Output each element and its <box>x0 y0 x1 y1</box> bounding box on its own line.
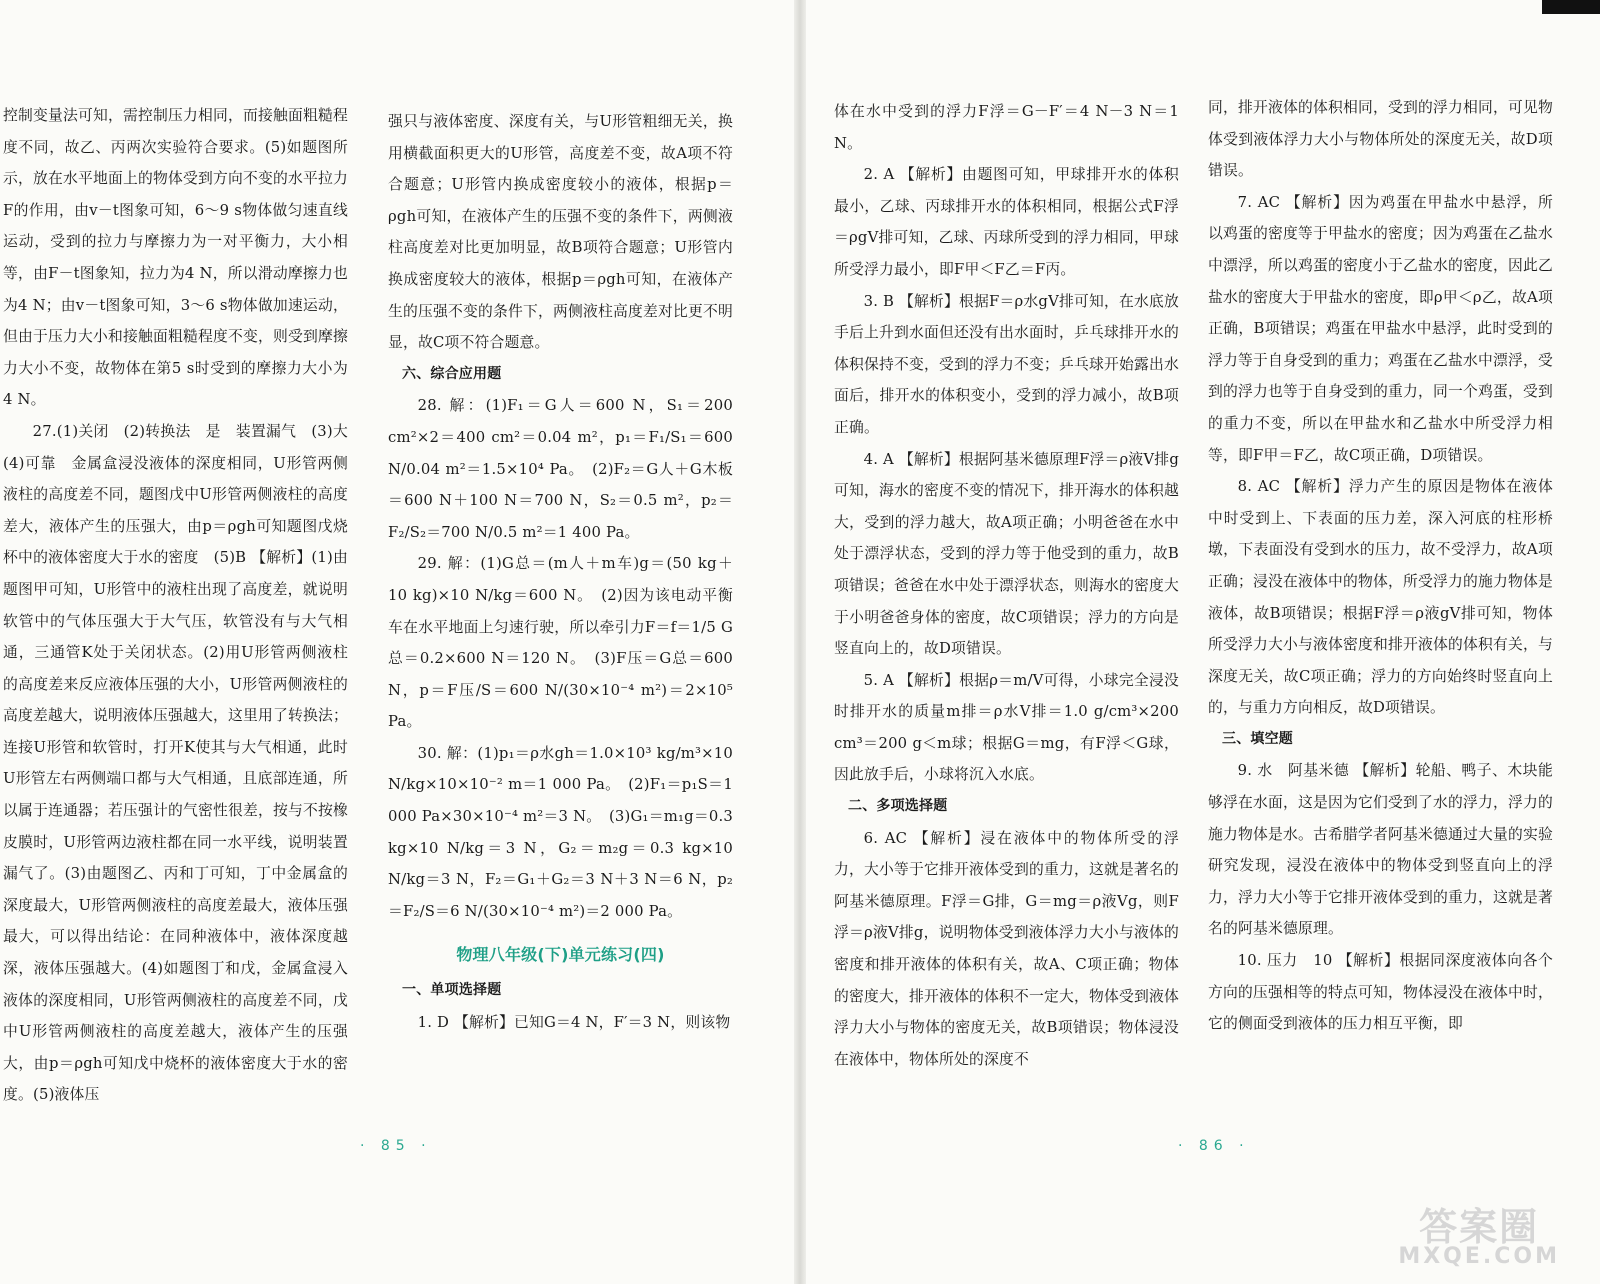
left-column-1 <box>3 100 363 1111</box>
paragraph: 体在水中受到的浮力F浮＝G－F′＝4 N－3 N＝1 N。 <box>834 103 1179 152</box>
page-number: · 86 · <box>1178 1138 1250 1154</box>
right-column-2 <box>1208 92 1553 1040</box>
answer-27: 27.(1)关闭 (2)转换法 是 装置漏气 (3)大 (4)可靠 金属盒浸没液体的深度相同，U形管两侧液柱的高度差不同，题图戊中U形管两侧液柱的高度差大，液体产生的压强大，由p＝ρgh可知题图戊烧杯中的液体密度大于水的密度 (5)B 【解析】(1)由题图甲可知，U形管中的液柱出现了高度差，就说明软管中的气体压强大于大气压，软管没有与大气相通，三通管K处于关闭状态。(2)用U形管两侧液柱的高度差来反应液体压强的大小，U形管两侧液柱的高度差越大，说明液体压强越大，这里用了转换法；连接U形管和软管时，打开K使其与大气相通，此时U形管左右两侧端口都与大气相通，且底部连通，所以属于连通器；若压强计的气密性很差，按与不按橡皮膜时，U形管两边液柱都在同一水平线，说明装置漏气了。(3)由题图乙、丙和丁可知，丁中金属盒的深度最大，U形管两侧液柱的高度差最大，液体压强最大，可以得出结论：在同种液体中，液体深度越深，液体压强越大。(4)如题图丁和戊，金属盒浸入液体的深度相同，U形管两侧液柱的高度差不同，戊中U形管两侧液柱的高度差越大，液体产生的压强大，由p＝ρgh可知戊中烧杯的液体密度大于水的密度。(5)液体压 <box>3 422 363 1104</box>
answer-5: 5. A 【解析】根据ρ＝m/V可得，小球完全浸没时排开水的质量m排＝ρ水V排＝1.0 g/cm³×200 cm³＝200 g＜m球；根据G＝mg，有F浮＜G球，因此放手后，小球将沉入水底。 <box>834 671 1179 784</box>
answer-30: 30. 解：(1)p₁＝ρ水gh＝1.0×10³ kg/m³×10 N/kg×10×10⁻² m＝1 000 Pa。 (2)F₁＝p₁S＝1 000 Pa×30×10⁻⁴ m²＝3 N。 (3)G₁＝m₁g＝0.3 kg×10 N/kg＝3 N，G₂＝m₂g＝0.3 kg×10 N/kg＝3 N，F₂＝G₁＋G₂＝3 N＋3 N＝6 N，p₂＝F₂/S＝6 N/(30×10⁻⁴ m²)＝2 000 Pa。 <box>388 744 733 920</box>
answer-8: 8. AC 【解析】浮力产生的原因是物体在液体中时受到上、下表面的压力差，深入河底的柱形桥墩，下表面没有受到水的压力，故不受浮力，故A项正确；浸没在液体中的物体，所受浮力的施力物体是液体，故B项错误；根据F浮＝ρ液gV排可知，物体所受浮力大小与液体密度和排开液体的体积有关，与深度无关，故C项正确；浮力的方向始终时竖直向上的，与重力方向相反，故D项错误。 <box>1208 478 1553 717</box>
scan-corner-mark <box>1542 0 1600 14</box>
answer-2: 2. A 【解析】由题图可知，甲球排开水的体积最小，乙球、丙球排开水的体积相同，根据公式F浮＝ρgV排可知，乙球、丙球所受到的浮力相同，甲球所受浮力最小，即F甲＜F乙＝F丙。 <box>834 166 1179 278</box>
answer-1: 1. D 【解析】已知G＝4 N，F′＝3 N，则该物 <box>417 1013 731 1031</box>
watermark-logo <box>1398 1205 1560 1269</box>
paragraph: 强只与液体密度、深度有关，与U形管粗细无关，换用横截面积更大的U形管，高度差不变，故A项不符合题意；U形管内换成密度较小的液体，根据p＝ρgh可知，在液体产生的压强不变的条件下，两侧液柱高度差对比更加明显，故B项符合题意；U形管内换成密度较大的液体，根据p＝ρgh可知，在液体产生的压强不变的条件下，两侧液柱高度差对比更不明显，故C项不符合题意。 <box>388 113 733 352</box>
paragraph: 同，排开液体的体积相同，受到的浮力相同，可见物体受到液体浮力大小与物体所处的深度无关，故D项错误。 <box>1208 99 1553 180</box>
paragraph: 控制变量法可知，需控制压力相同，而接触面粗糙程度不同，故乙、丙两次实验符合要求。(5)如题图所示，放在水平地面上的物体受到方向不变的水平拉力F的作用，由v－t图象可知，6～9 s物体做匀速直线运动，受到的拉力与摩擦力为一对平衡力，大小相等，由F－t图象知，拉力为4 N，所以滑动摩擦力也为4 N；由v－t图象可知，3～6 s物体做加速运动，但由于压力大小和接触面粗糙程度不变，则受到摩擦力大小不变，故物体在第5 s时受到的摩擦力大小为4 N。 <box>3 107 348 409</box>
answer-10: 10. 压力 10 【解析】根据同深度液体向各个方向的压强相等的特点可知，物体浸没在液体中时，它的侧面受到液体的压力相互平衡，即 <box>1208 952 1553 1033</box>
answer-4: 4. A 【解析】根据阿基米德原理F浮＝ρ液V排g可知，海水的密度不变的情况下，排开海水的体积越大，受到的浮力越大，故A项正确；小明爸爸在水中处于漂浮状态，受到的浮力等于他受到的重力，故B项错误；爸爸在水中处于漂浮状态，则海水的密度大于小明爸爸身体的密度，故C项错误；浮力的方向是竖直向上的，故D项错误。 <box>834 450 1179 658</box>
answer-9: 9. 水 阿基米德 【解析】轮船、鸭子、木块能够浮在水面，这是因为它们受到了水的浮力，浮力的施力物体是水。古希腊学者阿基米德通过大量的实验研究发现，浸没在液体中的物体受到竖直向上的浮力，浮力大小等于它排开液体受到的重力，这就是著名的阿基米德原理。 <box>1208 762 1553 938</box>
watermark-url: MXQE.COM <box>1398 1244 1560 1269</box>
section-heading: 三、填空题 <box>1222 730 1293 747</box>
right-page <box>800 0 1600 1284</box>
answer-28: 28. 解：(1)F₁＝G人＝600 N，S₁＝200 cm²×2＝400 cm²＝0.04 m²，p₁＝F₁/S₁＝600 N/0.04 m²＝1.5×10⁴ Pa。 (2)F₂＝G人＋G木板＝600 N＋100 N＝700 N，S₂＝0.5 m²，p₂＝F₂/S₂＝700 N/0.5 m²＝1 400 Pa。 <box>388 397 733 541</box>
answer-6: 6. AC 【解析】浸在液体中的物体所受的浮力，大小等于它排开液体受到的重力，这就是著名的阿基米德原理。F浮＝G排，G＝mg＝ρ液Vg，则F浮＝ρ液V排g，说明物体受到液体浮力大小与液体的密度和排开液体的体积有关，故A、C项正确；物体的密度大，排开液体的体积不一定大，物体受到液体浮力大小与物体的密度无关，故B项错误；物体浸没在液体中，物体所处的深度不 <box>834 829 1179 1068</box>
section-heading: 六、综合应用题 <box>402 365 502 382</box>
left-column-2 <box>388 106 733 1038</box>
section-heading: 一、单项选择题 <box>402 982 502 999</box>
unit-title: 物理八年级(下)单元练习(四) <box>456 945 665 965</box>
watermark-text: 答案圈 <box>1419 1205 1540 1249</box>
right-column-1 <box>834 96 1179 1075</box>
answer-7: 7. AC 【解析】因为鸡蛋在甲盐水中悬浮，所以鸡蛋的密度等于甲盐水的密度；因为鸡蛋在乙盐水中漂浮，所以鸡蛋的密度小于乙盐水的密度，因此乙盐水的密度大于甲盐水的密度，即ρ甲＜ρ乙，故A项正确，B项错误；鸡蛋在甲盐水中悬浮，此时受到的浮力等于自身受到的重力；鸡蛋在乙盐水中漂浮，受到的浮力也等于自身受到的重力，同一个鸡蛋，受到的重力不变，所以在甲盐水和乙盐水中所受浮力相等，即F甲＝F乙，故C项正确，D项错误。 <box>1208 193 1553 464</box>
section-heading: 二、多项选择题 <box>848 798 948 815</box>
answer-29: 29. 解：(1)G总＝(m人＋m车)g＝(50 kg＋10 kg)×10 N/kg＝600 N。 (2)因为该电动平衡车在水平地面上匀速行驶，所以牵引力F＝f＝1/5 G总＝0.2×600 N＝120 N。 (3)F压＝G总＝600 N，p＝F压/S＝600 N/(30×10⁻⁴ m²)＝2×10⁵ Pa。 <box>388 555 733 731</box>
page-number: · 85 · <box>360 1138 432 1154</box>
answer-3: 3. B 【解析】根据F＝ρ水gV排可知，在水底放手后上升到水面但还没有出水面时，乒乓球排开水的体积保持不变，受到的浮力不变；乒乓球开始露出水面后，排开水的体积变小，受到的浮力减小，故B项正确。 <box>834 292 1179 436</box>
